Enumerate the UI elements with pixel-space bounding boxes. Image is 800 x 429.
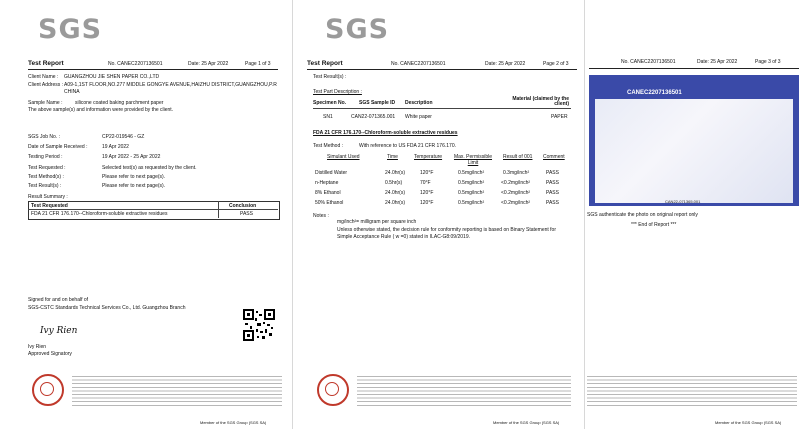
testing-period-label: Testing Period :	[28, 154, 63, 160]
signatory-title: Approved Signatory	[28, 351, 72, 357]
report-date: Date: 25 Apr 2022	[697, 59, 738, 65]
photo-caption: CAN22-071365.001	[665, 199, 701, 204]
test-requested-label: Test Requested :	[28, 165, 66, 171]
result-row-limit: 0.5mg/inch²	[458, 170, 485, 176]
summary-row-conclusion: PASS	[240, 211, 253, 217]
report-number: No. CANEC2207136501	[621, 59, 676, 65]
result-header-simulant: Simulant Used	[327, 154, 360, 160]
test-results-value: Please refer to next page(s).	[102, 183, 166, 189]
date-received-value: 19 Apr 2022	[102, 144, 129, 150]
report-date: Date: 25 Apr 2022	[188, 61, 229, 67]
testing-period-value: 19 Apr 2022 - 25 Apr 2022	[102, 154, 161, 160]
report-page-1	[0, 0, 290, 429]
result-header-comment: Comment	[543, 154, 565, 160]
report-title: Test Report	[28, 60, 64, 67]
client-address-label: Client Address :	[28, 82, 64, 88]
desc-header-specimen: Specimen No.	[313, 100, 347, 106]
header-rule	[28, 69, 278, 70]
desc-header-description: Description	[405, 100, 433, 106]
note-3: Simple Acceptance Rule ( w =0) stated in ILAC-G8:09/2019.	[337, 234, 470, 240]
result-row-comment: PASS	[546, 170, 559, 176]
report-number: No. CANEC2207136501	[391, 61, 446, 67]
result-row-temperature: 70°F	[420, 180, 431, 186]
report-date: Date: 25 Apr 2022	[485, 61, 526, 67]
result-row-result: <0.2mg/inch²	[501, 180, 531, 186]
note-2: Unless otherwise stated, the decision rule for conformity reporting is based on Binary Statement for	[337, 227, 556, 233]
result-row-result: <0.2mg/inch²	[501, 200, 531, 206]
report-page-2	[292, 0, 583, 429]
fda-section-title: FDA 21 CFR 176.170--Chloroform-soluble extractive residues	[313, 130, 458, 136]
result-row-temperature: 120°F	[420, 200, 434, 206]
result-row-limit: 0.5mg/inch²	[458, 190, 485, 196]
test-methods-label: Test Method(s) :	[28, 174, 64, 180]
test-results-label: Test Result(s) :	[28, 183, 62, 189]
result-row-result: <0.2mg/inch²	[501, 190, 531, 196]
report-title: Test Report	[307, 60, 343, 67]
sample-name: silicone coated baking parchment paper	[75, 100, 164, 106]
report-number: No. CANEC2207136501	[108, 61, 163, 67]
result-row-simulant: Distilled Water	[315, 170, 348, 176]
client-name-label: Client Name :	[28, 74, 59, 80]
footer-member: Member of the SGS Group (SGS SA)	[493, 420, 560, 425]
sample-name-label: Sample Name :	[28, 100, 63, 106]
report-page-3	[584, 0, 800, 429]
test-methods-value: Please refer to next page(s).	[102, 174, 166, 180]
end-of-report: *** End of Report ***	[631, 222, 677, 228]
desc-header-material: Material (claimed by the client)	[512, 96, 569, 107]
test-requested-value: Selected test(s) as requested by the client.	[102, 165, 197, 171]
test-results-heading: Test Result(s) :	[313, 74, 347, 80]
result-row-simulant: 8% Ethanol	[315, 190, 341, 196]
page-number: Page 3 of 3	[755, 59, 781, 65]
summary-table-col-divider	[218, 201, 219, 218]
sample-note: The above sample(s) and information were provided by the client.	[28, 107, 174, 113]
photo-label: CANEC2207136501	[627, 90, 682, 96]
sgs-logo: SGS	[325, 14, 390, 45]
result-row-comment: PASS	[546, 180, 559, 186]
result-row-simulant: 50% Ethanol	[315, 200, 344, 206]
result-row-time: 24.0hr(s)	[385, 200, 406, 206]
footer-member: Member of the SGS Group (SGS SA)	[200, 420, 267, 425]
paper-sample-image	[595, 99, 793, 203]
desc-material: PAPER	[551, 114, 568, 120]
test-method-label: Test Method :	[313, 143, 344, 149]
summary-table-divider	[28, 209, 278, 210]
client-name: GUANGZHOU JIE SHEN PAPER CO.,LTD	[64, 74, 160, 80]
client-address-line-2: CHINA	[64, 89, 80, 95]
result-row-limit: 0.5mg/inch²	[458, 180, 485, 186]
date-received-label: Date of Sample Received :	[28, 144, 88, 150]
desc-header-rule	[313, 108, 571, 109]
legal-footer-text	[587, 376, 797, 406]
desc-description: White paper	[405, 114, 432, 120]
result-row-time: 24.0hr(s)	[385, 190, 406, 196]
note-1: mg/inch²= milligram per square inch	[337, 219, 417, 225]
desc-sample-id: CAN22-071365.001	[351, 114, 396, 120]
result-row-time: 0.5hr(s)	[385, 180, 403, 186]
sgs-seal-icon	[317, 374, 349, 406]
signatory-name: Ivy Rien	[28, 344, 47, 350]
result-header-temperature: Temperature	[414, 154, 443, 160]
qr-code-icon	[243, 309, 275, 341]
result-row-comment: PASS	[546, 190, 559, 196]
desc-specimen: SN1	[323, 114, 333, 120]
result-header-result: Result of 001	[503, 154, 533, 160]
signature: Ivy Rien	[40, 326, 78, 336]
summary-row-test: FDA 21 CFR 176.170--Chloroform-soluble extractive residues	[31, 211, 168, 217]
summary-header-conclusion: Conclusion	[229, 203, 257, 209]
job-no-label: SGS Job No. :	[28, 134, 60, 140]
result-row-temperature: 120°F	[420, 170, 434, 176]
sample-photo	[589, 75, 799, 206]
desc-header-sample-id: SGS Sample ID	[359, 100, 396, 106]
signed-line-2: SGS-CSTC Standards Technical Services Co., Ltd. Guangzhou Branch	[28, 305, 186, 311]
result-row-limit: 0.5mg/inch²	[458, 200, 485, 206]
page-number: Page 2 of 3	[543, 61, 569, 67]
result-row-result: 0.3mg/inch²	[503, 170, 530, 176]
footer-member: Member of the SGS Group (SGS SA)	[715, 420, 782, 425]
signed-line-1: Signed for and on behalf of	[28, 297, 89, 303]
notes-label: Notes :	[313, 213, 329, 219]
sgs-seal-icon	[32, 374, 64, 406]
test-method-value: With reference to US FDA 21 CFR 176.170.	[359, 143, 456, 149]
auth-note: SGS authenticate the photo on original report only	[587, 212, 698, 218]
result-row-temperature: 120°F	[420, 190, 434, 196]
test-part-description: Test Part Description :	[313, 89, 362, 95]
job-no-value: CP22-019546 - GZ	[102, 134, 145, 140]
page-number: Page 1 of 3	[245, 61, 271, 67]
legal-footer-text	[357, 376, 571, 406]
summary-header-test: Test Requested	[31, 203, 68, 209]
sgs-logo: SGS	[38, 14, 103, 45]
client-address-line-1: A09-1,1ST FLOOR,NO.277 MIDDLE GONGYE AVENUE,HAIZHU DISTRICT,GUANGZHOU,P.R	[64, 82, 277, 88]
result-header-limit: Max. Permissible Limit	[453, 154, 493, 166]
result-row-time: 24.0hr(s)	[385, 170, 406, 176]
header-rule	[589, 68, 799, 69]
result-row-simulant: n-Heptane	[315, 180, 339, 186]
result-row-comment: PASS	[546, 200, 559, 206]
header-rule	[307, 69, 577, 70]
result-header-time: Time	[387, 154, 398, 160]
legal-footer-text	[72, 376, 282, 406]
result-summary-label: Result Summary :	[28, 194, 68, 200]
